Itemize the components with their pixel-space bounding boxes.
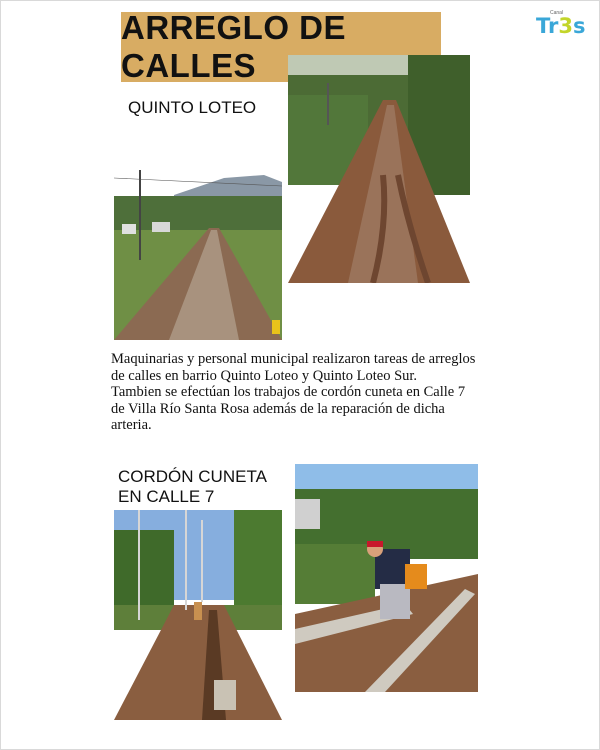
section-label-quinto-loteo: QUINTO LOTEO bbox=[128, 98, 257, 117]
logo-brand-text: Tr3s bbox=[536, 14, 586, 38]
photo-dirt-road-closeup bbox=[288, 55, 470, 283]
page-title: ARREGLO DE CALLES bbox=[121, 9, 347, 84]
body-paragraph-1: Maquinarias y personal municipal realizaron tareas de arreglos de calles en barrio Quinto Loteo y Quinto Loteo Sur. bbox=[111, 351, 476, 384]
body-paragraph-2: Tambien se efectúan los trabajos de cordón cuneta en Calle 7 de Villa Río Santa Rosa además de la reparación de dicha arteria. bbox=[111, 384, 466, 433]
logo-small-text: Canal bbox=[550, 10, 564, 16]
photo-calle7-trench bbox=[114, 510, 282, 720]
section-label-cordon-cuneta bbox=[118, 467, 278, 507]
photo-quinto-loteo-road bbox=[114, 130, 282, 340]
section-label-line-1: CORDÓN CUNETA bbox=[118, 467, 267, 486]
section-label-line-2: EN CALLE 7 bbox=[118, 487, 215, 506]
body-text bbox=[111, 351, 481, 434]
channel-logo bbox=[536, 10, 586, 42]
photo-workers-curb bbox=[295, 464, 478, 692]
